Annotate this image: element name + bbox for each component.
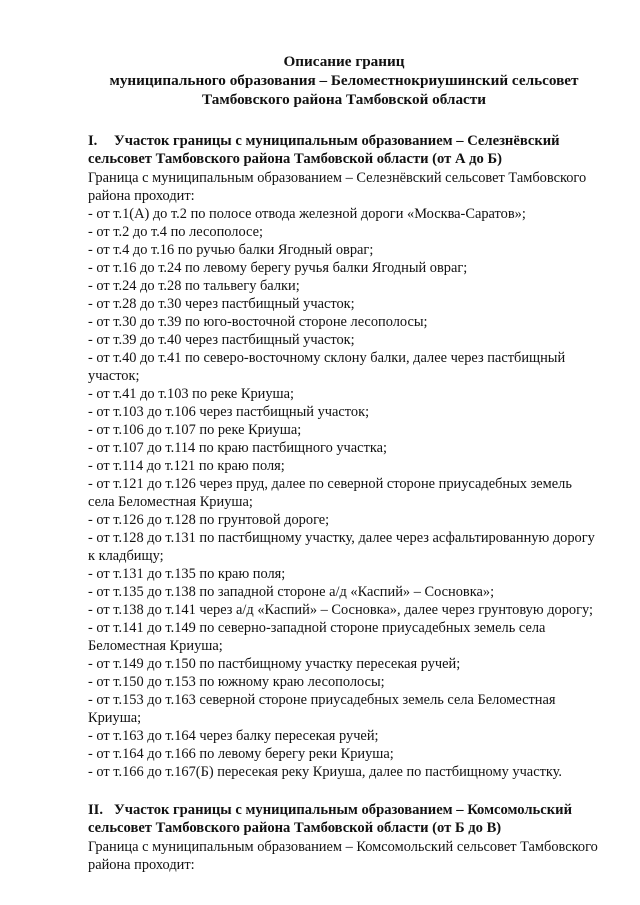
boundary-item: - от т.1(А) до т.2 по полосе отвода железной дороги «Москва-Саратов»;	[88, 206, 526, 222]
boundary-item: - от т.28 до т.30 через пастбищный участок;	[88, 296, 355, 312]
section-heading-line-1: Участок границы с муниципальным образованием – Комсомольский	[114, 802, 572, 818]
section-number: I.	[88, 133, 98, 149]
section-number: II.	[88, 802, 104, 818]
section-2	[88, 801, 600, 874]
boundary-item: - от т.153 до т.163 северной стороне приусадебных земель села Беломестная Криуша;	[88, 692, 556, 726]
boundary-item: - от т.40 до т.41 по северо-восточному склону балки, далее через пастбищный участок;	[88, 350, 566, 384]
boundary-item: - от т.138 до т.141 через а/д «Каспий» – Сосновка», далее через грунтовую дорогу;	[88, 602, 594, 618]
section-heading	[88, 132, 600, 168]
title-line-3: Тамбовского района Тамбовской области	[202, 91, 486, 108]
boundary-item: - от т.163 до т.164 через балку пересекая ручей;	[88, 728, 379, 744]
section-heading-line-2: сельсовет Тамбовского района Тамбовской области (от А до Б)	[88, 151, 502, 167]
boundary-item: - от т.39 до т.40 через пастбищный участок;	[88, 332, 355, 348]
boundary-item: - от т.114 до т.121 по краю поля;	[88, 458, 285, 474]
boundary-item: - от т.107 до т.114 по краю пастбищного участка;	[88, 440, 388, 456]
boundary-item: - от т.166 до т.167(Б) пересекая реку Криуша, далее по пастбищному участку.	[88, 764, 563, 780]
boundary-item: - от т.150 до т.153 по южному краю лесополосы;	[88, 674, 385, 690]
boundary-item: - от т.4 до т.16 по ручью балки Ягодный овраг;	[88, 242, 374, 258]
section-heading	[88, 801, 600, 837]
boundary-item: - от т.128 до т.131 по пастбищному участку, далее через асфальтированную дорогу к кладбищу;	[88, 530, 595, 564]
boundary-item: - от т.41 до т.103 по реке Криуша;	[88, 386, 295, 402]
title-line-2: муниципального образования – Беломестнокриушинский сельсовет	[109, 72, 579, 89]
boundary-item: - от т.149 до т.150 по пастбищному участку пересекая ручей;	[88, 656, 461, 672]
section-heading-line-2: сельсовет Тамбовского района Тамбовской области (от Б до В)	[88, 820, 502, 836]
boundary-item: - от т.131 до т.135 по краю поля;	[88, 566, 286, 582]
section-heading-line-1: Участок границы с муниципальным образованием – Селезнёвский	[114, 133, 560, 149]
boundary-item: - от т.141 до т.149 по северно-западной стороне приусадебных земель села Беломестная Криуша;	[88, 620, 546, 654]
boundary-item: - от т.2 до т.4 по лесополосе;	[88, 224, 263, 240]
boundary-item: - от т.30 до т.39 по юго-восточной стороне лесополосы;	[88, 314, 428, 330]
boundary-item: - от т.121 до т.126 через пруд, далее по северной стороне приусадебных земель села Беломестная Криуша;	[88, 476, 572, 510]
section-1	[88, 132, 600, 781]
boundary-item: - от т.135 до т.138 по западной стороне а/д «Каспий» – Сосновка»;	[88, 584, 495, 600]
boundary-item: - от т.106 до т.107 по реке Криуша;	[88, 422, 302, 438]
section-intro: Граница с муниципальным образованием – Комсомольский сельсовет Тамбовского района проходит:	[88, 839, 598, 873]
boundary-list	[88, 205, 600, 781]
boundary-item: - от т.103 до т.106 через пастбищный участок;	[88, 404, 370, 420]
title-line-1: Описание границ	[283, 53, 405, 70]
document-title	[88, 52, 600, 109]
boundary-item: - от т.16 до т.24 по левому берегу ручья балки Ягодный овраг;	[88, 260, 468, 276]
section-intro: Граница с муниципальным образованием – Селезнёвский сельсовет Тамбовского района проходит:	[88, 170, 587, 204]
boundary-item: - от т.164 до т.166 по левому берегу реки Криуша;	[88, 746, 394, 762]
boundary-item: - от т.126 до т.128 по грунтовой дороге;	[88, 512, 330, 528]
boundary-item: - от т.24 до т.28 по тальвегу балки;	[88, 278, 300, 294]
